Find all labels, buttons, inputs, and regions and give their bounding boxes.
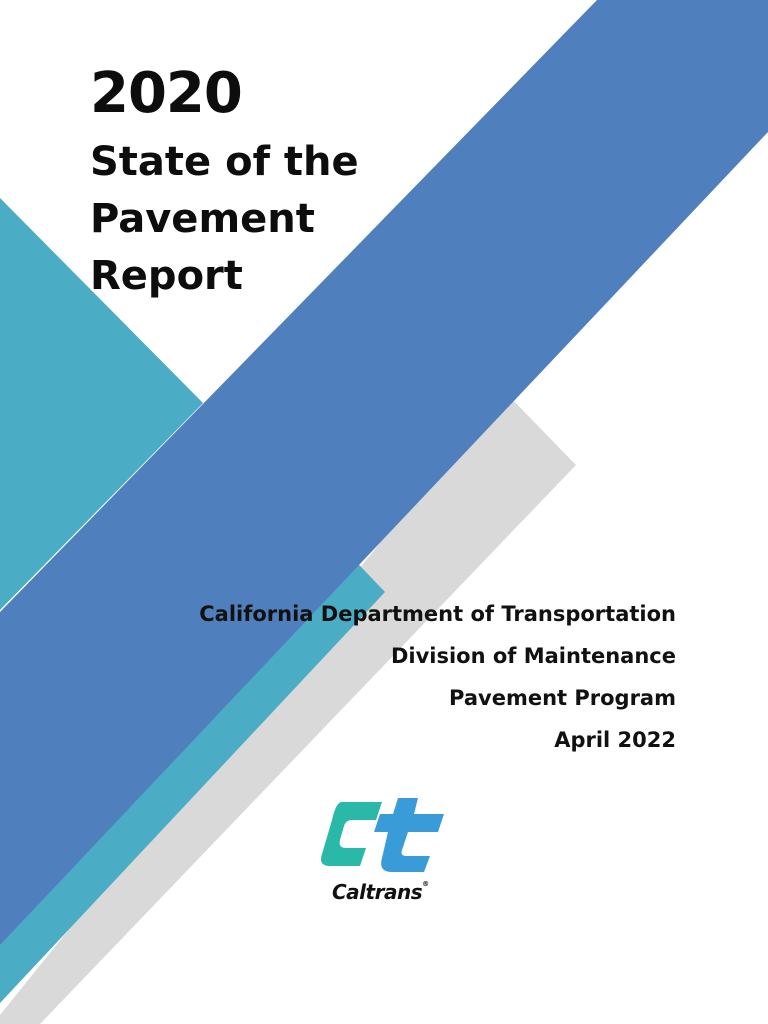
report-title-line-3: Report — [90, 253, 243, 299]
publisher-department: California Department of Transportation — [199, 602, 676, 626]
publisher-program: Pavement Program — [449, 686, 676, 710]
caltrans-wordmark — [332, 880, 429, 904]
report-title-block — [90, 62, 359, 305]
report-title-line-1: State of the — [90, 139, 359, 185]
caltrans-wordmark-text: Caltrans — [332, 880, 423, 904]
publisher-division: Division of Maintenance — [390, 644, 676, 668]
publication-date: April 2022 — [554, 728, 676, 752]
report-year: 2020 — [90, 61, 242, 126]
publisher-block — [199, 593, 676, 761]
report-title-line-2: Pavement — [90, 196, 315, 242]
registered-mark: ® — [422, 880, 429, 888]
